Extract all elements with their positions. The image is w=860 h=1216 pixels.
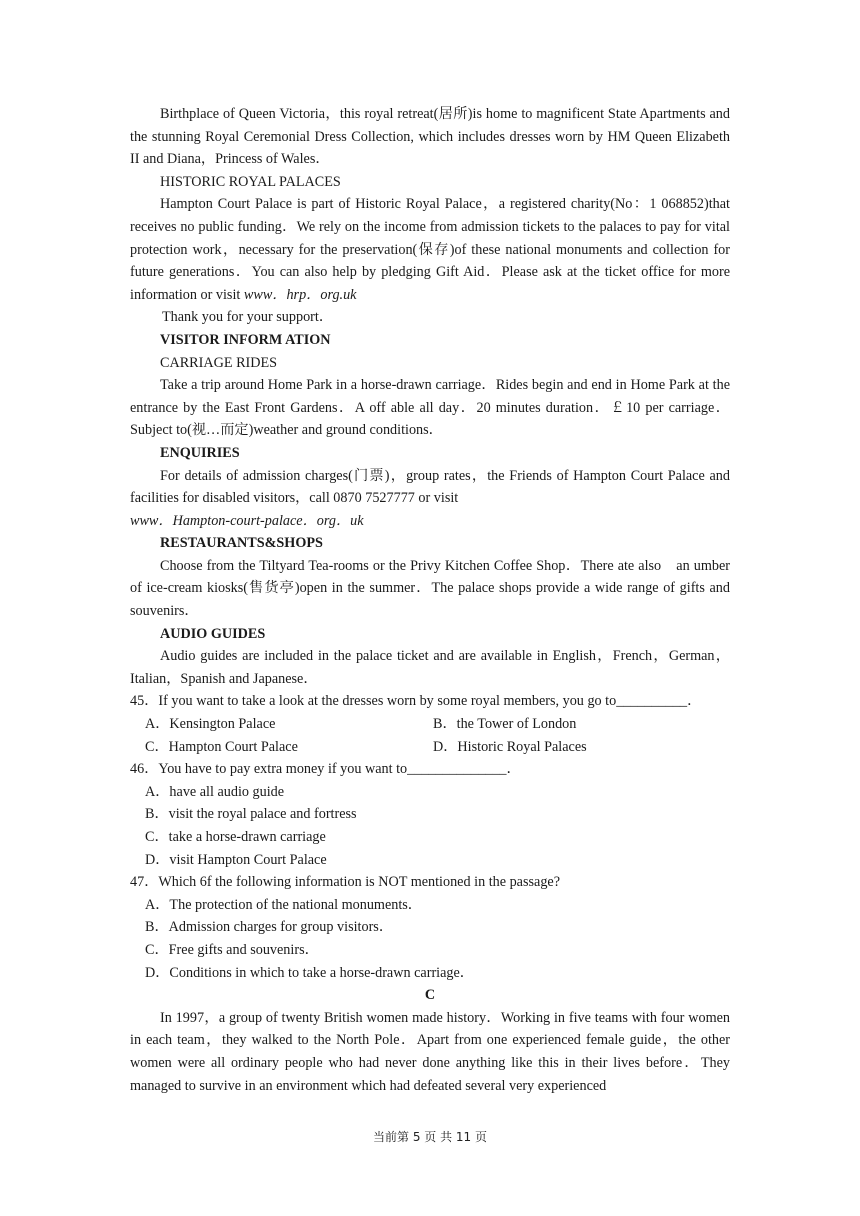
heading-historic-royal-palaces: HISTORIC ROYAL PALACES xyxy=(160,173,341,190)
paragraph-audio: Audio guides are included in the palace ticket and are available in English，French，German，Italian，Spanish and Japanese． xyxy=(130,648,730,687)
q47-option-b: B．Admission charges for group visitors． xyxy=(145,919,394,936)
page-footer: 当前第 5 页 共 11 页 xyxy=(373,1130,487,1144)
section-c-heading: C xyxy=(424,987,436,1004)
question-45-options-row-1 xyxy=(130,713,730,736)
paragraph-kensington: Birthplace of Queen Victoria，this royal retreat(居所)is home to magnificent State Apartments and the stunning Royal Ceremonial Dress Collection, which includes dresses worn by HM Queen Elizabeth II and Diana，Princess of Wales． xyxy=(130,106,730,168)
paragraph-charity xyxy=(130,193,730,306)
q45-option-b: B．the Tower of London xyxy=(433,716,577,733)
question-45-options-row-2 xyxy=(130,736,730,759)
heading-visitor-information: VISITOR INFORM ATION xyxy=(160,331,331,348)
q47-option-a: A．The protection of the national monuments． xyxy=(145,896,422,913)
q47-option-d: D．Conditions in which to take a horse-drawn carriage． xyxy=(145,964,474,981)
paragraph-charity-text: Hampton Court Palace is part of Historic Royal Palace，a registered charity(No：1 068852)that receives no public funding．We rely on the income from admission tickets to the palaces to pay for vital protection work，necessary for the preservation(保存)of these national monuments and collection for future generations．You can also help by pledging Gift Aid．Please ask at the ticket office for more information or visit xyxy=(130,196,730,303)
thank-you-line: Thank you for your support． xyxy=(162,309,334,326)
paragraph-restaurants: Choose from the Tiltyard Tea-rooms or the Privy Kitchen Coffee Shop．There ate also an umber of ice-cream kiosks(售货亭)open in the summer．The palace shops provide a wide range of gifts and souvenirs． xyxy=(130,557,730,620)
q46-option-c: C．take a horse-drawn carriage xyxy=(145,829,326,845)
q46-option-b: B．visit the royal palace and fortress xyxy=(145,806,357,823)
enquiries-url: www．Hampton-court-palace．org．uk xyxy=(130,512,364,529)
question-45: 45．If you want to take a look at the dresses worn by some royal members, you go to__________． xyxy=(130,693,702,710)
q47-option-c: C．Free gifts and souvenirs． xyxy=(145,941,319,958)
hrp-url: www．hrp．org.uk xyxy=(243,286,357,303)
q45-option-c: C．Hampton Court Palace xyxy=(145,738,298,755)
q45-option-d: D．Historic Royal Palaces xyxy=(433,738,587,755)
heading-audio-guides: AUDIO GUIDES xyxy=(160,625,266,642)
heading-enquiries: ENQUIRIES xyxy=(160,444,240,461)
q46-option-d: D．visit Hampton Court Palace xyxy=(145,851,327,868)
q45-option-a: A．Kensington Palace xyxy=(145,716,276,733)
heading-carriage-rides: CARRIAGE RIDES xyxy=(160,354,278,371)
document-page xyxy=(130,103,730,1097)
question-46: 46．You have to pay extra money if you want to______________． xyxy=(130,761,521,778)
q46-option-a: A．have all audio guide xyxy=(145,783,285,800)
paragraph-enquiries: For details of admission charges(门票)，group rates，the Friends of Hampton Court Palace and facilities for disabled visitors，call 0870 7527777 or visit xyxy=(130,467,730,507)
paragraph-section-c: In 1997，a group of twenty British women made history．Working in five teams with four women in each team，they walked to the North Pole．Apart from one experienced female guide，the other women were all ordinary people who had never done anything like this in their lives before．They managed to survive in an environment which had defeated several very experienced xyxy=(130,1009,730,1094)
paragraph-carriage: Take a trip around Home Park in a horse-drawn carriage．Rides begin and end in Home Park at the entrance by the East Front Gardens．A off able all day．20 minutes duration．￡10 per carriage．Subject to(视…而定)weather and ground conditions． xyxy=(130,377,730,439)
heading-restaurants-shops: RESTAURANTS&SHOPS xyxy=(160,535,323,552)
question-47: 47．Which 6f the following information is NOT mentioned in the passage? xyxy=(130,874,561,891)
